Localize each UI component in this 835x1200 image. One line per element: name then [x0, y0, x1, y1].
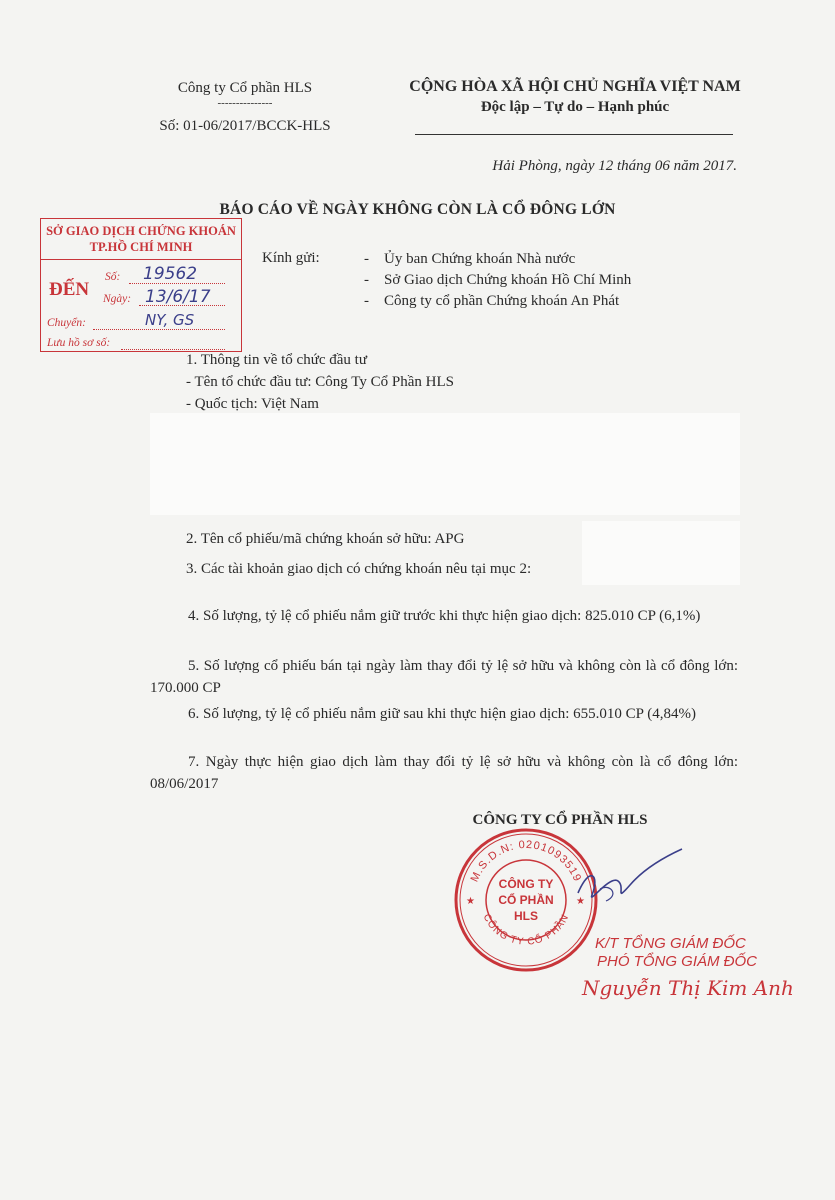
receipt-stamp-den: ĐẾN	[49, 279, 90, 300]
receipt-chuyen-label: Chuyển:	[47, 317, 86, 329]
section1-nationality: - Quốc tịch: Việt Nam	[186, 396, 319, 412]
signature-role-2: PHÓ TỔNG GIÁM ĐỐC	[597, 953, 758, 970]
header-divider: ---------------	[217, 97, 273, 109]
recipients-label: Kính gửi:	[262, 250, 320, 266]
seal-star-icon: ★	[466, 896, 475, 907]
receipt-luu-label: Lưu hồ sơ số:	[47, 337, 111, 349]
item-4: 4. Số lượng, tỷ lệ cổ phiếu nắm giữ trước khi thực hiện giao dịch: 825.010 CP (6,1%)	[188, 608, 701, 624]
receipt-ngay-label: Ngày:	[103, 293, 132, 305]
signature-company: CÔNG TY CỔ PHẦN HLS	[472, 812, 648, 828]
seal-tax-code: M.S.D.N: 0201093519	[468, 838, 584, 884]
header-rule	[415, 134, 733, 135]
item-3: 3. Các tài khoản giao dịch có chứng khoán nêu tại mục 2:	[186, 561, 532, 577]
receipt-so-value: 19562	[143, 264, 198, 284]
recipient-item: - Ủy ban Chứng khoán Nhà nước	[364, 251, 576, 267]
item-6: 6. Số lượng, tỷ lệ cổ phiếu nắm giữ sau khi thực hiện giao dịch: 655.010 CP (4,84%)	[188, 706, 696, 722]
company-name: Công ty Cổ phần HLS	[177, 80, 313, 96]
signer-name: Nguyễn Thị Kim Anh	[582, 976, 794, 1000]
seal-star-icon: ★	[576, 896, 585, 907]
receipt-chuyen-value: NY, GS	[145, 311, 195, 329]
recipient-item: - Sở Giao dịch Chứng khoán Hồ Chí Minh	[364, 272, 632, 288]
receipt-ngay-value: 13/6/17	[145, 287, 211, 307]
section1-heading: 1. Thông tin về tổ chức đầu tư	[186, 352, 367, 368]
handwritten-signature	[570, 845, 690, 915]
document-title: BÁO CÁO VỀ NGÀY KHÔNG CÒN LÀ CỔ ĐÔNG LỚN	[219, 201, 616, 218]
signature-role-1: K/T TỔNG GIÁM ĐỐC	[595, 935, 746, 952]
document-number: Số: 01-06/2017/BCCK-HLS	[159, 118, 331, 134]
redacted-region	[582, 521, 740, 585]
seal-line-2: CỔ PHẦN	[498, 893, 554, 907]
section1-org-name: - Tên tổ chức đầu tư: Công Ty Cổ Phần HLS	[186, 374, 454, 390]
nation-title: CỘNG HÒA XÃ HỘI CHỦ NGHĨA VIỆT NAM	[409, 78, 741, 95]
receipt-stamp-rule	[41, 259, 241, 260]
date-line: Hải Phòng, ngày 12 tháng 06 năm 2017.	[492, 158, 737, 174]
seal-line-1: CÔNG TY	[498, 877, 554, 891]
seal-bottom-text: CÔNG TY CỔ PHẦN	[480, 912, 572, 948]
redacted-region	[150, 413, 740, 515]
national-header	[380, 77, 770, 117]
item-2: 2. Tên cổ phiếu/mã chứng khoán sở hữu: APG	[186, 531, 465, 547]
receipt-so-label: Số:	[105, 271, 121, 283]
recipient-item: - Công ty cổ phần Chứng khoán An Phát	[364, 293, 620, 309]
item-5: 5. Số lượng cổ phiếu bán tại ngày làm thay đổi tỷ lệ sở hữu và không còn là cổ đông lớn: 170.000 CP	[150, 658, 738, 696]
receipt-stamp-org: SỞ GIAO DỊCH CHỨNG KHOÁN TP.HỒ CHÍ MINH	[46, 224, 236, 254]
national-motto: Độc lập – Tự do – Hạnh phúc	[480, 99, 670, 115]
seal-line-3: HLS	[514, 909, 538, 923]
issuer-block	[120, 78, 370, 136]
receipt-chuyen-line	[93, 329, 225, 330]
item-7: 7. Ngày thực hiện giao dịch làm thay đổi tỷ lệ sở hữu và không còn là cổ đông lớn: 08/06/2017	[150, 754, 738, 792]
receipt-stamp	[40, 218, 242, 352]
